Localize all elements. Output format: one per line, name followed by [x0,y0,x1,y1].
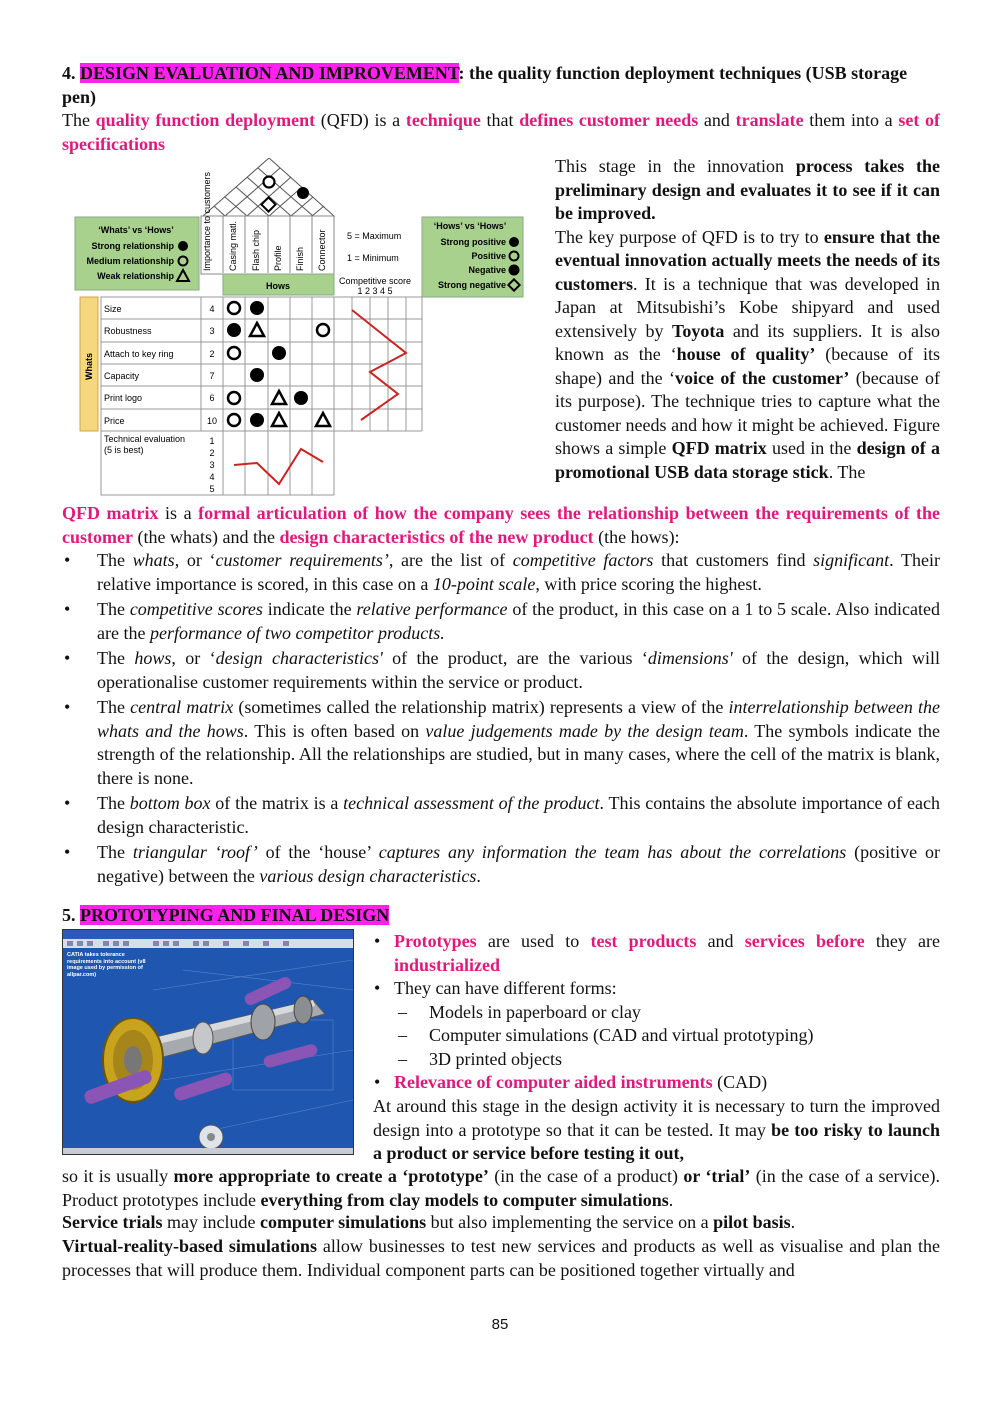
qfd-matrix-svg [70,158,532,496]
legend2-strong-negative: Strong negative [437,280,506,290]
prototype-paragraph-top: At around this stage in the design activity it is necessary to turn the improved design into a prototype so that it can be tested. It may be too risky to launch a product or service before testing it out, [373,1096,940,1163]
screenshot-caption: CATIA takes tolerance requirements into account (v8 image used by permission of allpar.com) [67,952,146,978]
list-item: – Computer simulations (CAD and virtual prototyping) [372,1024,940,1048]
section-title-rest: : the quality function deployment techniques (USB storage pen) [62,63,908,107]
legend2-strong-positive: Strong positive [440,237,506,247]
list-item: • The central matrix (sometimes called the relationship matrix) represents a view of the interrelationship between the whats and the hows. This is often based on value judgements made by the design team. The symbols indicate the strength of the relationship. All the relationships are studied, but in many cases, where the cell of the matrix is blank, there is none. [62,696,940,790]
qfd-right-column-text: This stage in the innovation process takes the preliminary design and evaluates it to see if it can be improved. The key purpose of QFD is to try to ensure that the eventual innovation actually meets the needs of its customers. It is a technique that was developed in Japan at Mitsubishi’s Kobe shipyard and used extensively by Toyota and its suppliers. It is also known as the ‘house of quality’ (because of its shape) and the ‘voice of the customer’ (because of its purpose). The technique tries to capture what the customer needs and how it might be achieved. Figure shows a simple QFD matrix used in the design of a promotional USB data storage stick. The [555,156,941,482]
col-header-importance: Importance to customers [202,171,212,271]
roof-negative-icon [297,187,309,199]
scale-min: 1 = Minimum [347,253,399,263]
cad-software-screenshot [62,929,354,1155]
legend2-title: ‘Hows’ vs ‘Hows’ [433,221,507,231]
row-importance: 4 [209,304,215,314]
col-header-flash: Flash chip [251,229,261,271]
row-importance: 10 [206,416,218,426]
row-importance: 2 [209,349,215,359]
qfd-bullet-list [62,549,940,888]
section-title-highlight: DESIGN EVALUATION AND IMPROVEMENT [80,63,459,83]
vr-simulations-paragraph: Virtual-reality-based simulations allow businesses to test new services and products as well as visualise and plan the processes that will produce them. Individual component parts can be positioned together virtually and [62,1236,940,1280]
section-number: 4. [62,63,76,83]
section-title-highlight: PROTOTYPING AND FINAL DESIGN [80,905,390,925]
service-trials-paragraph: Service trials may include computer simulations but also implementing the service on a pilot basis. [62,1212,796,1232]
row-importance: 3 [209,326,215,336]
row-importance: 7 [209,371,215,381]
qfd-intro: The quality function deployment (QFD) is a technique that defines customer needs and translate them into a set of specifications [62,110,941,154]
competitive-score-label: Competitive score [338,276,412,286]
cad-screenshot-svg [63,930,354,1155]
section-5-heading [62,904,940,928]
section-4-heading [62,62,940,109]
list-item: • The hows, or ‘design characteristics' of the product, are the various ‘dimensions' of the design, which will operationalise customer requirements within the service or product. [62,647,940,694]
tech-tick: 4 [209,472,215,482]
list-item: • Relevance of computer aided instruments (CAD) [372,1071,940,1095]
strong-relationship-icon [178,241,188,251]
qfd-matrix-definition: QFD matrix is a formal articulation of how the company sees the relationship between the requirements of the customer (the whats) and the design characteristics of the new product (the hows): [62,503,940,547]
tech-tick: 2 [209,448,215,458]
competitive-score-ticks: 1 2 3 4 5 [357,286,393,296]
legend-title: ‘Whats’ vs ‘Hows’ [98,225,174,235]
col-header-connector: Connector [317,229,327,271]
list-item: • The competitive scores indicate the relative performance of the product, in this case on a 1 to 5 scale. Also indicated are the performance of two competitor products. [62,598,940,645]
page-number: 85 [491,1316,509,1333]
legend2-negative: Negative [468,265,506,275]
qfd-house-of-quality-figure [70,158,532,496]
row-importance: 6 [209,393,215,403]
legend-medium: Medium relationship [86,256,174,266]
legend2-positive: Positive [471,251,506,261]
row-label: Robustness [104,326,152,336]
competitive-score-line [352,310,406,420]
section-number: 5. [62,905,76,925]
col-header-profile: Profile [273,245,283,271]
list-item: • The triangular ‘roof’ of the ‘house’ captures any information the team has about the correlations (positive or negative) between the various design characteristics. [62,841,940,888]
list-item: – 3D printed objects [372,1048,940,1072]
list-item: – Models in paperboard or clay [372,1001,940,1025]
strong-positive-icon [509,237,519,247]
legend-strong: Strong relationship [91,241,174,251]
technical-evaluation-line [234,449,323,484]
list-item: • Prototypes are used to test products and services before they are industrialized [372,930,940,977]
scale-max: 5 = Maximum [347,231,402,241]
tech-tick: 3 [209,460,215,470]
tech-tick: 5 [209,484,215,494]
prototype-list [372,930,940,1095]
col-header-finish: Finish [295,246,305,271]
row-label: Size [104,304,122,314]
list-item: • The whats, or ‘customer requirements’, are the list of competitive factors that customers find significant. Their relative importance is scored, in this case on a 10-point scale, with price scoring the highest. [62,549,940,596]
col-header-casing: Casing matl. [228,220,238,271]
whats-label: Whats [84,353,94,380]
row-label: Price [104,416,125,426]
roof-positive-icon [264,177,275,188]
list-item: • The bottom box of the matrix is a technical assessment of the product. This contains the absolute importance of each design characteristic. [62,792,940,839]
tech-tick: 1 [209,436,215,446]
legend-weak: Weak relationship [97,271,174,281]
list-item: • They can have different forms: [372,977,940,1001]
row-label: Attach to key ring [104,349,174,359]
hows-label: Hows [265,281,291,291]
prototype-paragraph-bottom: so it is usually more appropriate to create a ‘prototype’ (in the case of a product) or ‘trial’ (in the case of a service). Product prototypes include everything from clay models to computer simulations. [62,1166,941,1210]
technical-evaluation-sub: (5 is best) [104,445,144,455]
row-label: Capacity [104,371,140,381]
technical-evaluation-label: Technical evaluation [104,434,186,444]
row-label: Print logo [104,393,143,403]
negative-icon [509,265,520,276]
